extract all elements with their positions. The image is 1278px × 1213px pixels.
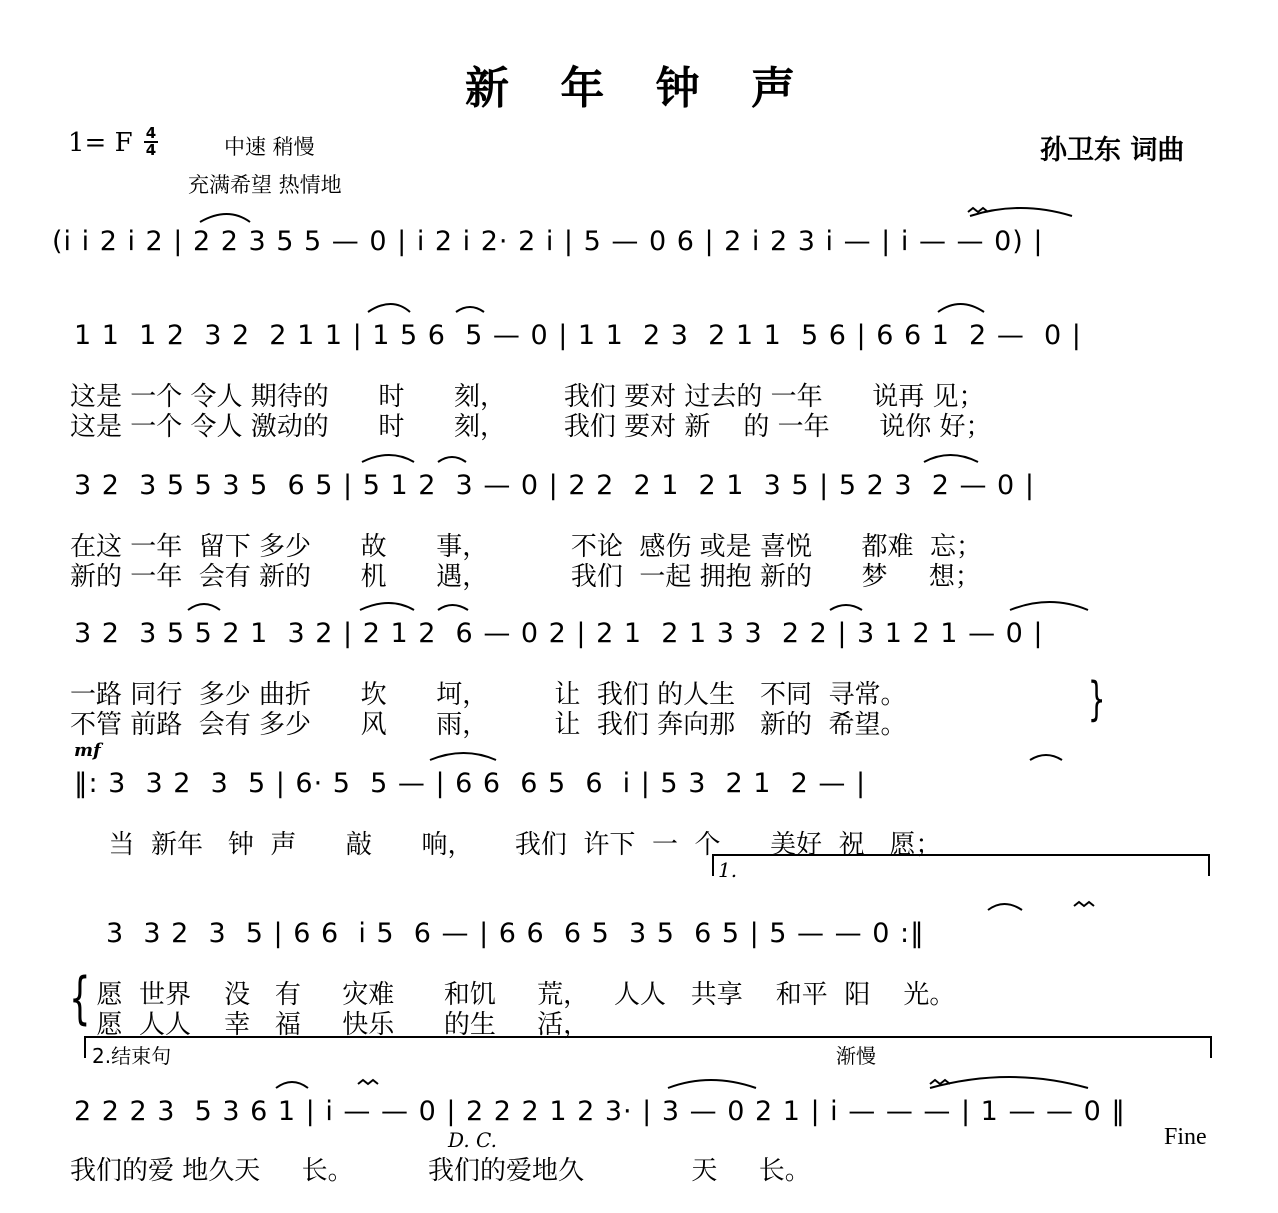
staff-line-3: 3 2 3 5 5 2 1 3 2 | 2 1 2 6 — 0 2 | 2 1 2 1 3 3 2 2 | 3 1 2 1 — 0 | bbox=[74, 618, 1044, 649]
staff-line-2: 3 2 3 5 5 3 5 6 5 | 5 1 2 3 — 0 | 2 2 2 1 2 1 3 5 | 5 2 3 2 — 0 | bbox=[74, 470, 1035, 501]
slur-mark bbox=[830, 605, 862, 610]
verse-brace-right: } bbox=[1087, 672, 1106, 726]
trill-mark bbox=[358, 1080, 378, 1084]
slur-mark bbox=[1010, 602, 1088, 610]
tempo-marking: 中速 稍慢 bbox=[224, 135, 315, 159]
key-signature: 1= F bbox=[68, 128, 133, 158]
rit-marking: 渐慢 bbox=[836, 1044, 876, 1068]
dc-marking: D. C. bbox=[448, 1128, 497, 1152]
slur-mark bbox=[924, 455, 978, 462]
staff-line-6: 2 2 2 3 5 3 6 1 | i — — 0 | 2 2 2 1 2 3· | 3 — 0 2 1 | i — — — | 1 — — 0 ‖ bbox=[74, 1096, 1126, 1127]
lyric-3-verse2: 不管 前路 会有 多少 风 雨， 让 我们 奔向那 新的 希望。 bbox=[70, 710, 907, 740]
lyric-2-verse2: 新的 一年 会有 新的 机 遇， 我们 一起 拥抱 新的 梦 想； bbox=[70, 562, 981, 592]
lyric-5-verse2: 愿 人人 幸 福 快乐 的生 活， bbox=[80, 1010, 590, 1040]
staff-line-1: 1 1 1 2 3 2 2 1 1 | 1 5 6 5 — 0 | 1 1 2 3 2 1 1 5 6 | 6 6 1 2 — 0 | bbox=[74, 320, 1082, 351]
slur-mark bbox=[938, 304, 984, 312]
time-sig-top: 4 bbox=[145, 124, 157, 142]
slur-mark bbox=[438, 457, 466, 462]
slur-mark bbox=[456, 307, 484, 312]
slur-mark bbox=[362, 455, 414, 462]
lyric-2-verse1: 在这 一年 留下 多少 故 事， 不论 感伤 或是 喜悦 都难 忘； bbox=[70, 532, 983, 562]
slur-mark bbox=[668, 1080, 756, 1088]
expression-marking: 充满希望 热情地 bbox=[188, 173, 342, 197]
slur-mark bbox=[438, 605, 468, 610]
slur-mark bbox=[200, 214, 250, 222]
slur-mark bbox=[1030, 755, 1062, 760]
slur-mark bbox=[276, 1082, 308, 1088]
lyric-1-verse2: 这是 一个 令人 激动的 时 刻， 我们 要对 新 的 一年 说你 好； bbox=[70, 412, 992, 442]
slur-mark bbox=[368, 304, 410, 312]
staff-line-intro: (i i 2 i 2 | 2 2 3 5 5 — 0 | i 2 i 2· 2 i | 5 — 0 6 | 2 i 2 3 i — | i — — 0) | bbox=[52, 226, 1044, 257]
lyric-4: 当 新年 钟 声 敲 响， 我们 许下 一 个 美好 祝 愿； bbox=[92, 830, 942, 860]
slur-mark bbox=[988, 904, 1022, 910]
fine-marking: Fine bbox=[1164, 1124, 1207, 1150]
lyric-5-verse1: 愿 世界 没 有 灾难 和饥 荒， 人人 共享 和平 阳 光。 bbox=[80, 980, 956, 1010]
trill-mark bbox=[1074, 902, 1094, 906]
slur-mark bbox=[188, 604, 220, 610]
author-credit: 孙卫东 词曲 bbox=[1040, 135, 1185, 166]
volta-2-label: 2.结束句 bbox=[92, 1044, 172, 1068]
volta-1-label: 1. bbox=[718, 858, 738, 882]
slur-mark bbox=[360, 603, 414, 610]
time-sig-bottom: 4 bbox=[145, 141, 157, 159]
slur-mark bbox=[430, 753, 496, 760]
lyric-1-verse1: 这是 一个 令人 期待的 时 刻， 我们 要对 过去的 一年 说再 见； bbox=[70, 382, 985, 412]
dynamic-mf: mf bbox=[74, 740, 101, 761]
staff-line-4: ‖: 3 3 2 3 5 | 6· 5 5 — | 6 6 6 5 6 i | 5 3 2 1 2 — | bbox=[74, 768, 867, 799]
lyric-6: 我们的爱 地久天 长。 我们的爱地久 天 长。 bbox=[70, 1156, 811, 1186]
slur-mark bbox=[930, 1077, 1088, 1088]
page-title: 新 年 钟 声 bbox=[465, 63, 813, 114]
staff-line-5: 3 3 2 3 5 | 6 6 i 5 6 — | 6 6 6 5 3 5 6 5 | 5 — — 0 :‖ bbox=[106, 918, 925, 949]
lyric-3-verse1: 一路 同行 多少 曲折 坎 坷， 让 我们 的人生 不同 寻常。 bbox=[70, 680, 907, 710]
verse-brace-left: { bbox=[69, 966, 91, 1031]
